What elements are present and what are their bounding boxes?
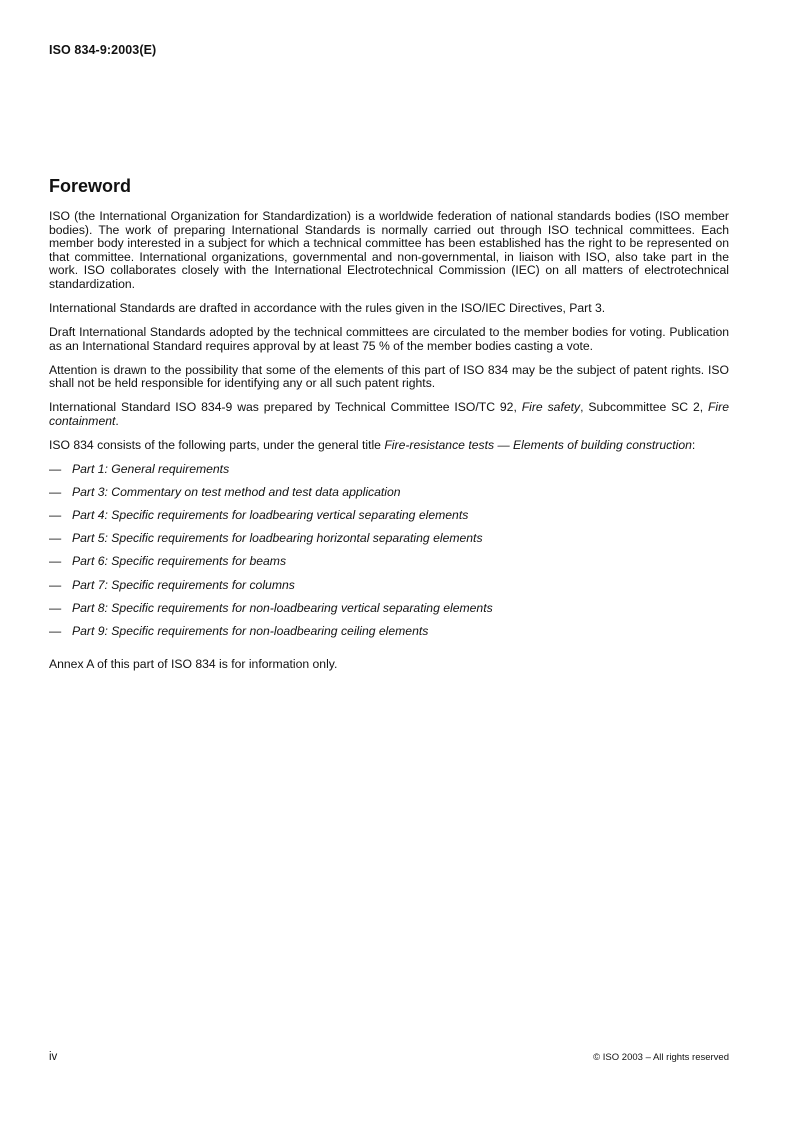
list-dash: — bbox=[49, 484, 62, 499]
parts-list bbox=[49, 463, 729, 649]
part-title: Part 6: Specific requirements for beams bbox=[72, 554, 287, 569]
list-item bbox=[49, 625, 729, 648]
committee-name: Fire safety bbox=[521, 400, 581, 415]
list-dash: — bbox=[49, 623, 62, 638]
list-item bbox=[49, 532, 729, 555]
document-id-header: ISO 834-9:2003(E) bbox=[49, 43, 157, 57]
subcommittee-name: Fire containment bbox=[49, 400, 729, 428]
prepared-by-text-2: , Subcommittee SC 2, bbox=[580, 400, 708, 415]
list-dash: — bbox=[49, 461, 62, 476]
paragraph-iso-intro: ISO (the International Organization for Standardization) is a worldwide federation of national standards bodies (ISO member bodies). The work of preparing International Standards is normally carried out through ISO technical committees. Each member body interested in a subject for which a technical committee has been established has the right to be represented on that committee. International organizations, governmental and non-governmental, in liaison with ISO, also take part in the work. ISO collaborates closely with the International Electrotechnical Commission (IEC) on all matters of electrotechnical standardization. bbox=[49, 209, 729, 291]
list-item bbox=[49, 579, 729, 602]
list-item bbox=[49, 463, 729, 486]
list-dash: — bbox=[49, 600, 62, 615]
list-item bbox=[49, 555, 729, 578]
paragraph-annex: Annex A of this part of ISO 834 is for information only. bbox=[49, 657, 338, 672]
list-dash: — bbox=[49, 531, 62, 546]
part-title: Part 5: Specific requirements for loadbearing horizontal separating elements bbox=[72, 531, 483, 546]
part-title: Part 4: Specific requirements for loadbearing vertical separating elements bbox=[72, 508, 469, 523]
parts-intro-colon: : bbox=[691, 437, 696, 452]
part-title: Part 7: Specific requirements for columns bbox=[72, 577, 295, 592]
part-title: Part 3: Commentary on test method and test data application bbox=[72, 484, 401, 499]
list-dash: — bbox=[49, 554, 62, 569]
list-dash: — bbox=[49, 508, 62, 523]
part-title: Part 1: General requirements bbox=[72, 461, 230, 476]
prepared-by-text-1: International Standard ISO 834-9 was prepared by Technical Committee ISO/TC 92, bbox=[49, 400, 522, 415]
part-title: Part 9: Specific requirements for non-loadbearing ceiling elements bbox=[72, 623, 429, 638]
paragraph-voting: Draft International Standards adopted by the technical committees are circulated to the member bodies for voting. Publication as an International Standard requires approval by at least 75 % of the member bodies casting a vote. bbox=[49, 324, 729, 353]
part-title: Part 8: Specific requirements for non-loadbearing vertical separating elements bbox=[72, 600, 493, 615]
paragraph-patent-rights: Attention is drawn to the possibility that some of the elements of this part of ISO 834 may be the subject of patent rights. ISO shall not be held responsible for identifying any or all such patent rights. bbox=[49, 362, 729, 391]
general-title: Fire-resistance tests — Elements of building construction bbox=[384, 437, 692, 452]
paragraph-prepared-by bbox=[49, 401, 729, 428]
section-title: Foreword bbox=[49, 176, 132, 196]
prepared-by-text-3: . bbox=[115, 413, 119, 428]
page-number: iv bbox=[49, 1051, 58, 1063]
paragraph-directives: International Standards are drafted in accordance with the rules given in the ISO/IEC Directives, Part 3. bbox=[49, 300, 606, 315]
parts-intro-text: ISO 834 consists of the following parts, under the general title bbox=[49, 437, 385, 452]
copyright-notice: © ISO 2003 – All rights reserved bbox=[593, 1052, 729, 1063]
paragraph-parts-intro bbox=[49, 439, 729, 453]
list-dash: — bbox=[49, 577, 62, 592]
list-item bbox=[49, 486, 729, 509]
foreword-section bbox=[49, 175, 729, 682]
list-item bbox=[49, 602, 729, 625]
list-item bbox=[49, 509, 729, 532]
